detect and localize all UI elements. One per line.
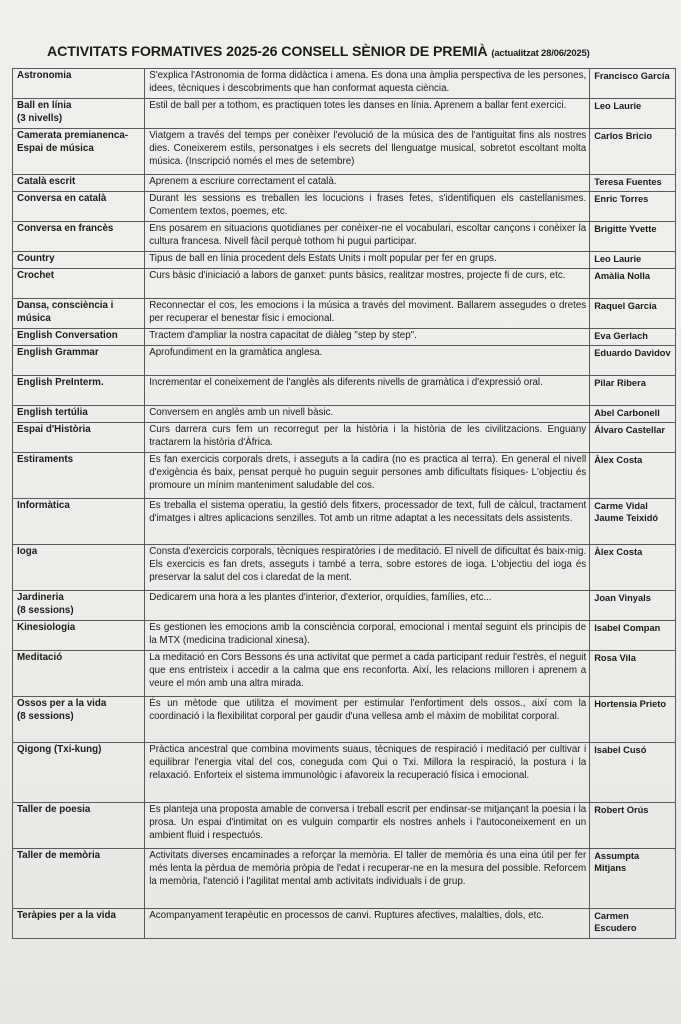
activity-name: Ioga: [17, 546, 38, 557]
table-row: [13, 453, 676, 499]
activity-description: És un mètode que utilitza el moviment per estimular l'enfortiment dels ossos., així com la coordinació i la flexibilitat corporal per gaudir d'una vellesa amb el màxim de mobilitat corporal.: [145, 697, 590, 743]
activity-name-cell: [13, 329, 145, 346]
activity-teacher: Eduardo Davidov: [590, 346, 676, 376]
activity-description: Incrementar el coneixement de l'anglès als diferents nivells de gramàtica i d'expressió oral.: [145, 376, 590, 406]
activity-name-cell: [13, 545, 145, 591]
activity-teacher: Robert Orús: [590, 803, 676, 849]
activity-name-cell: [13, 423, 145, 453]
activity-name: Estiraments: [17, 454, 74, 465]
activity-description: Viatgem a través del temps per conèixer l'evolució de la música des de l'antiguitat fins als nostres dies. Coneixerem estils, personatges i els secrets del llenguatge musical, sobretot escoltant molta música. (Inscripció només el mes de setembre): [145, 129, 590, 175]
activity-name: Conversa en català: [17, 193, 107, 204]
activity-teacher: Isabel Compan: [590, 621, 676, 651]
activity-description: Curs darrera curs fem un recorregut per la història i la història de les civilitzacions. Enguany tractarem la història d'Àfrica.: [145, 423, 590, 453]
activity-name: Jardineria: [17, 592, 64, 603]
activity-name-cell: [13, 192, 145, 222]
activity-name-cell: [13, 269, 145, 299]
activity-name: Country: [17, 253, 55, 264]
activity-teacher: Joan Vinyals: [590, 591, 676, 621]
table-row: [13, 99, 676, 129]
activity-name: Teràpies per a la vida: [17, 910, 116, 921]
activity-description: Curs bàsic d'iniciació a labors de ganxet: punts bàsics, realitzar mostres, projecte fi de curs, etc.: [145, 269, 590, 299]
activity-name: English Conversation: [17, 330, 118, 341]
table-row: [13, 252, 676, 269]
activity-name: Kinesiologia: [17, 622, 76, 633]
activity-name: Qigong (Txi-kung): [17, 744, 102, 755]
activity-name-cell: [13, 743, 145, 803]
activity-description: S'explica l'Astronomia de forma didàctica i amena. Es dona una àmplia perspectiva de les persones, idees, tècniques i descobriments que han conformat aquesta ciència.: [145, 69, 590, 99]
activities-table-body: [13, 69, 676, 939]
activity-teacher: Pilar Ribera: [590, 376, 676, 406]
table-row: [13, 909, 676, 939]
activity-name-cell: [13, 591, 145, 621]
activity-name: Meditació: [17, 652, 63, 663]
activity-teacher: Carlos Bricio: [590, 129, 676, 175]
table-row: [13, 69, 676, 99]
activity-teacher: Brigitte Yvette: [590, 222, 676, 252]
activity-name: English PreInterm.: [17, 377, 104, 388]
activity-name: Català escrit: [17, 176, 76, 187]
updated-date: (actualitzat 28/06/2025): [491, 48, 590, 59]
activity-description: Ens posarem en situacions quotidianes per conèixer-ne el vocabulari, escoltar cançons i conèixer la cultura francesa. Nivell fàcil perquè tothom hi pugui participar.: [145, 222, 590, 252]
activity-name-cell: [13, 346, 145, 376]
table-row: [13, 591, 676, 621]
activity-name-cell: [13, 621, 145, 651]
table-row: [13, 222, 676, 252]
table-row: [13, 651, 676, 697]
activity-teacher: Teresa Fuentes: [590, 175, 676, 192]
activity-name: Taller de poesia: [17, 804, 91, 815]
activity-teacher: Rosa Vila: [590, 651, 676, 697]
activity-description: Conversem en anglès amb un nivell bàsic.: [145, 406, 590, 423]
activity-name-cell: [13, 499, 145, 545]
table-row: [13, 192, 676, 222]
activity-description: Es treballa el sistema operatiu, la gestió dels fitxers, processador de text, full de càlcul, tractament d'imatges i altres aplicacions senzilles. Tot amb un ritme adaptat a les necessitats dels assistents.: [145, 499, 590, 545]
activity-description: Aprofundiment en la gramàtica anglesa.: [145, 346, 590, 376]
activity-description: Es planteja una proposta amable de conversa i treball escrit per endinsar-se mitjançant la poesia i la prosa. Un espai d'intimitat on es vulguin compartir els nostres anhels i l'autoconeixement en un ambient fluid i respectuós.: [145, 803, 590, 849]
activity-description: Acompanyament terapèutic en processos de canvi. Ruptures afectives, malalties, dols, etc.: [145, 909, 590, 939]
activity-description: Tipus de ball en línia procedent dels Estats Units i molt popular per fer en grups.: [145, 252, 590, 269]
table-row: [13, 697, 676, 743]
table-row: [13, 299, 676, 329]
table-row: [13, 376, 676, 406]
title-text: ACTIVITATS FORMATIVES 2025-26 CONSELL SÈNIOR DE PREMIÀ: [47, 44, 488, 60]
activity-description: Dedicarem una hora a les plantes d'interior, d'exterior, orquídies, famílies, etc...: [145, 591, 590, 621]
activity-name: English tertúlia: [17, 407, 88, 418]
activity-description: Tractem d'ampliar la nostra capacitat de diàleg "step by step".: [145, 329, 590, 346]
activity-teacher: Àlex Costa: [590, 453, 676, 499]
activity-name: Camerata premianenca-Espai de música: [17, 130, 129, 154]
activity-name-cell: [13, 99, 145, 129]
activity-teacher: Leo Laurie: [590, 252, 676, 269]
table-row: [13, 621, 676, 651]
activity-description: Es fan exercicis corporals drets, i asseguts a la cadira (no es practica al terra). En general el nivell d'exigència és baix, pensat perquè ho puguin seguir persones amb dificultats físiques- L'objectiu és promoure un mínim manteniment saludable del cos.: [145, 453, 590, 499]
activity-name-sub: (8 sessions): [17, 604, 74, 616]
activity-description: Aprenem a escriure correctament el català.: [145, 175, 590, 192]
activity-teacher: Assumpta Mitjans: [590, 849, 676, 909]
activity-description: Pràctica ancestral que combina moviments suaus, tècniques de respiració i meditació per cultivar i equilibrar l'energia vital del cos, coneguda com Qui o Txi. Millora la respiració, la postura i la relaxació. Enforteix el sistema immunològic i afavoreix la recuperació física i emocional.: [145, 743, 590, 803]
activity-teacher: Àlex Costa: [590, 545, 676, 591]
document-title: [47, 44, 677, 60]
activity-name: Conversa en francès: [17, 223, 114, 234]
activity-teacher: Amàlia Nolla: [590, 269, 676, 299]
activity-name: Astronomia: [17, 70, 72, 81]
activity-teacher: Raquel García: [590, 299, 676, 329]
activity-name-sub: (8 sessions): [17, 710, 74, 722]
activity-name: Informàtica: [17, 500, 70, 511]
activity-teacher: Enric Torres: [590, 192, 676, 222]
table-row: [13, 129, 676, 175]
activity-teacher: Francisco García: [590, 69, 676, 99]
activity-teacher: Abel Carbonell: [590, 406, 676, 423]
table-row: [13, 423, 676, 453]
activity-name-cell: [13, 69, 145, 99]
activity-teacher: Eva Gerlach: [590, 329, 676, 346]
activities-table: [12, 68, 676, 939]
activity-name-cell: [13, 252, 145, 269]
table-row: [13, 406, 676, 423]
activity-name-cell: [13, 651, 145, 697]
activity-name-cell: [13, 453, 145, 499]
activity-name: Ball en línia: [17, 100, 72, 111]
table-row: [13, 743, 676, 803]
activity-name: Espai d'Història: [17, 424, 91, 435]
activity-name-cell: [13, 406, 145, 423]
table-row: [13, 346, 676, 376]
activity-name-cell: [13, 376, 145, 406]
activity-teacher: Hortensia Prieto: [590, 697, 676, 743]
table-row: [13, 499, 676, 545]
activity-description: Durant les sessions es treballen les locucions i frases fetes, s'identifiquen els castellanismes. Comentem textos, poemes, etc.: [145, 192, 590, 222]
activity-name-cell: [13, 222, 145, 252]
activity-name-cell: [13, 129, 145, 175]
table-row: [13, 269, 676, 299]
activity-description: La meditació en Cors Bessons és una activitat que permet a cada participant reduir l'estrès, el neguit que ens entristeix i accedir a la calma que ens reconforta. Així, les relacions milloren i aprenem a veure el món amb una altra mirada.: [145, 651, 590, 697]
activity-name-sub: (3 nivells): [17, 112, 63, 124]
activity-name-cell: [13, 803, 145, 849]
activity-teacher: Álvaro Castellar: [590, 423, 676, 453]
activity-name-cell: [13, 697, 145, 743]
activity-teacher: Isabel Cusó: [590, 743, 676, 803]
activity-description: Es gestionen les emocions amb la consciència corporal, emocional i mental seguint els principis de la MTX (medicina tradicional xinesa).: [145, 621, 590, 651]
table-row: [13, 849, 676, 909]
activity-name-cell: [13, 299, 145, 329]
activity-name-cell: [13, 909, 145, 939]
activity-description: Reconnectar el cos, les emocions i la música a través del moviment. Ballarem assegudes o dretes per recuperar el benestar físic i emocional.: [145, 299, 590, 329]
activity-teacher: Carmen Escudero: [590, 909, 676, 939]
table-row: [13, 545, 676, 591]
activity-name-cell: [13, 849, 145, 909]
activity-teacher: Leo Laurie: [590, 99, 676, 129]
activity-name: Dansa, consciència i música: [17, 300, 114, 324]
activity-name-cell: [13, 175, 145, 192]
activity-description: Estil de ball per a tothom, es practiquen totes les danses en línia. Aprenem a ballar fent exercici.: [145, 99, 590, 129]
activity-name: English Grammar: [17, 347, 99, 358]
table-row: [13, 329, 676, 346]
activity-description: Consta d'exercicis corporals, tècniques respiratòries i de meditació. El nivell de dificultat és baix-mig. Els exercicis es fan drets, asseguts i també a terra, sobre estores de ioga. L'objectiu del ioga és preservar la salut del cos i claredat de la ment.: [145, 545, 590, 591]
activity-name: Ossos per a la vida: [17, 698, 107, 709]
activity-description: Activitats diverses encaminades a reforçar la memòria. El taller de memòria és una eina útil per fer més lenta la pèrdua de memòria pròpia de l'edat i recuperar-ne en la mesura del possible. Reforcem la memòria, l'atenció i l'agilitat mental amb activitats individuals i de grup.: [145, 849, 590, 909]
table-row: [13, 803, 676, 849]
activity-name: Crochet: [17, 270, 55, 281]
activity-teacher: Carme Vidal Jaume Teixidó: [590, 499, 676, 545]
table-row: [13, 175, 676, 192]
activity-name: Taller de memòria: [17, 850, 101, 861]
